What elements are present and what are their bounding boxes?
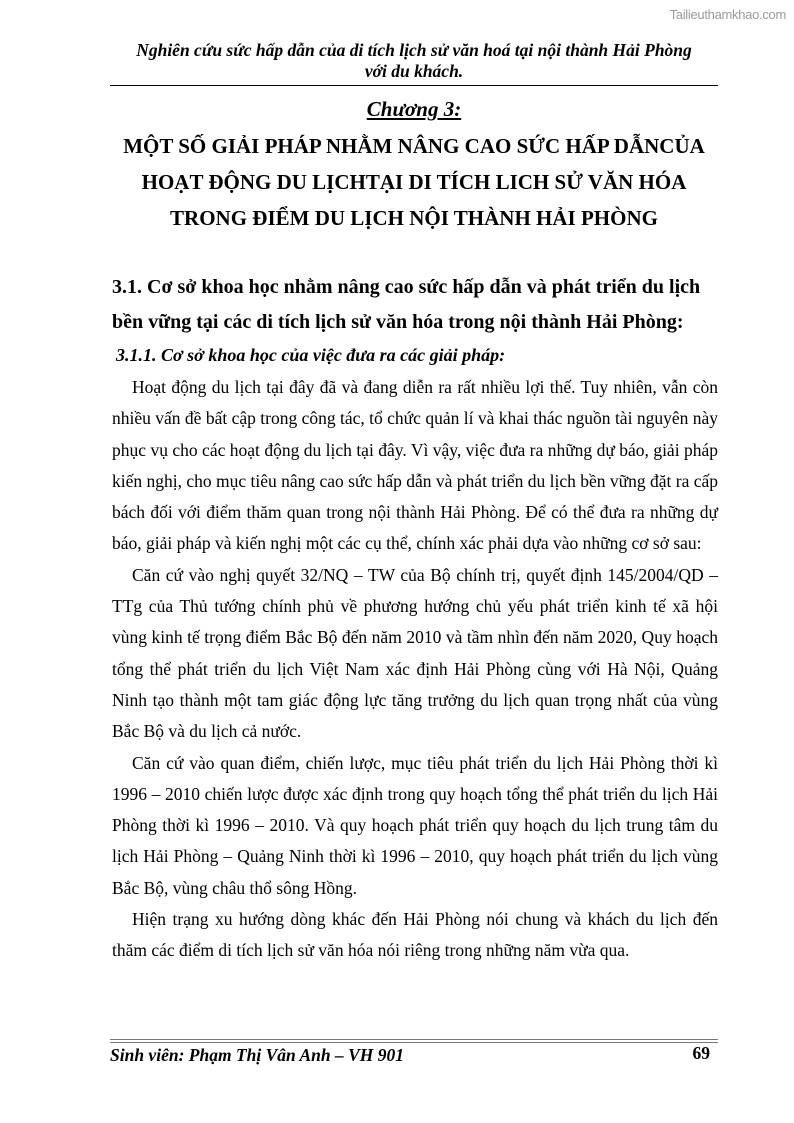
section-heading: 3.1. Cơ sở khoa học nhằm nâng cao sức hấp dẫn và phát triển du lịch bền vững tại các di tích lịch sử văn hóa trong nội thành Hải Phòng: <box>112 276 701 333</box>
running-header-line-1: Nghiên cứu sức hấp dẫn của di tích lịch sử văn hoá tại nội thành Hải Phòng <box>136 40 692 60</box>
chapter-title-line-2: HOẠT ĐỘNG DU LỊCHTẠI DI TÍCH LICH SỬ VĂN HÓA <box>141 170 687 194</box>
body-text <box>112 372 718 967</box>
paragraph: Hoạt động du lịch tại đây đã và đang diễn ra rất nhiều lợi thế. Tuy nhiên, vẫn còn nhiều vấn đề bất cập trong công tác, tổ chức quản lí và khai thác nguồn tài nguyên này phục vụ cho các hoạt động du lịch tại đây. Vì vậy, việc đưa ra những dự báo, giải pháp kiến nghị, cho mục tiêu nâng cao sức hấp dẫn và phát triển du lịch bền vững đặt ra cấp bách đối với điểm thăm quan trong nội thành Hải Phòng. Để có thể đưa ra những dự báo, giải pháp và kiến nghị một các cụ thể, chính xác phải dựa vào những cơ sở sau: <box>112 377 718 554</box>
header-divider <box>110 85 718 86</box>
running-header <box>110 40 718 82</box>
chapter-title <box>110 128 718 236</box>
subsection-heading: 3.1.1. Cơ sở khoa học của việc đưa ra các giải pháp: <box>116 345 506 365</box>
running-header-line-2: với du khách. <box>364 61 464 81</box>
chapter-label: Chương 3: <box>366 97 462 121</box>
chapter-title-line-1: MỘT SỐ GIẢI PHÁP NHẰM NÂNG CAO SỨC HẤP DẪNCỦA <box>123 134 705 158</box>
chapter-title-line-3: TRONG ĐIỂM DU LỊCH NỘI THÀNH HẢI PHÒNG <box>170 206 658 230</box>
footer-author: Sinh viên: Phạm Thị Vân Anh – VH 901 <box>110 1045 405 1065</box>
footer-divider <box>110 1039 718 1043</box>
page-number: 69 <box>692 1043 710 1063</box>
paragraph: Căn cứ vào quan điểm, chiến lược, mục tiêu phát triển du lịch Hải Phòng thời kì 1996 – 2010 chiến lược được xác định trong quy hoạch tổng thể phát triển du lịch Hải Phòng thời kì 1996 – 2010. Và quy hoạch phát triển quy hoạch du lịch trung tâm du lịch Hải Phòng – Quảng Ninh thời kì 1996 – 2010, quy hoạch phát triển du lịch vùng Bắc Bộ, vùng châu thổ sông Hồng. <box>112 752 718 898</box>
watermark: Tailieuthamkhao.com <box>669 7 786 22</box>
paragraph: Căn cứ vào nghị quyết 32/NQ – TW của Bộ chính trị, quyết định 145/2004/QD – TTg của Thủ tướng chính phủ về phương hướng chủ yếu phát triển kinh tế xã hội vùng kinh tế trọng điểm Bắc Bộ đến năm 2010 và tầm nhìn đến năm 2020, Quy hoạch tổng thể phát triển du lịch Việt Nam xác định Hải Phòng cùng với Hà Nội, Quảng Ninh tạo thành một tam giác động lực tăng trưởng du lịch quan trọng nhất của vùng Bắc Bộ và du lịch cả nước. <box>112 564 718 742</box>
paragraph: Hiện trạng xu hướng dòng khác đến Hải Phòng nói chung và khách du lịch đến thăm các điểm di tích lịch sử văn hóa nói riêng trong những năm vừa qua. <box>112 909 718 961</box>
